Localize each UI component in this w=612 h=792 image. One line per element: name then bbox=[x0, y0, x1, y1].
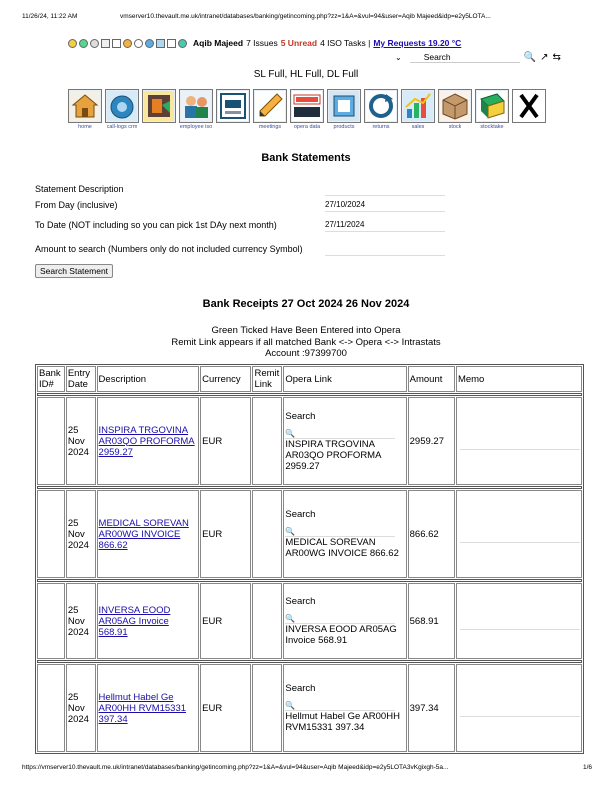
settings-icon[interactable] bbox=[90, 39, 99, 48]
description-input[interactable] bbox=[325, 182, 445, 196]
note-green-ticked: Green Ticked Have Been Entered into Opera bbox=[211, 325, 401, 336]
opera-link-cell bbox=[283, 490, 406, 578]
table-row bbox=[37, 397, 582, 485]
employees-icon[interactable] bbox=[179, 89, 213, 123]
amount-label: Amount to search (Numbers only do not included currency Symbol) bbox=[35, 243, 303, 254]
status-bar bbox=[68, 37, 588, 49]
search-row bbox=[395, 50, 595, 64]
memo-cell bbox=[456, 583, 582, 659]
entry-date-cell: 25 Nov 2024 bbox=[66, 397, 96, 485]
col-entry-date: Entry Date bbox=[66, 366, 96, 392]
calendar-icon[interactable] bbox=[101, 39, 110, 48]
returns-icon[interactable] bbox=[364, 89, 398, 123]
opera-search-label: Search bbox=[285, 596, 316, 607]
table-row bbox=[37, 664, 582, 752]
toolbar-returns[interactable] bbox=[364, 89, 398, 130]
iso-tasks[interactable]: 4 ISO Tasks | bbox=[320, 38, 371, 48]
opera-link-cell bbox=[283, 397, 406, 485]
receipts-title: Bank Receipts 27 Oct 2024 26 Nov 2024 bbox=[202, 298, 410, 310]
chart-icon[interactable] bbox=[156, 39, 165, 48]
opera-match-text: Hellmut Habel Ge AR00HH RVM15331 397.34 bbox=[285, 711, 400, 733]
entry-date-cell: 25 Nov 2024 bbox=[66, 583, 96, 659]
search-icon[interactable]: 🔍 bbox=[285, 614, 296, 623]
refresh-icon[interactable] bbox=[79, 39, 88, 48]
user-icon[interactable] bbox=[178, 39, 187, 48]
entry-date-cell: 25 Nov 2024 bbox=[66, 490, 96, 578]
opera-link-cell bbox=[283, 583, 406, 659]
transfer-icon[interactable]: ⇆ bbox=[552, 51, 561, 63]
bank-id-cell bbox=[37, 664, 65, 752]
remit-link-cell bbox=[252, 490, 282, 578]
toolbar-stock[interactable] bbox=[438, 89, 472, 130]
opera-search-label: Search bbox=[285, 410, 316, 422]
unread-count[interactable]: 5 Unread bbox=[280, 38, 318, 48]
table-row bbox=[37, 490, 582, 578]
my-requests-link[interactable]: My Requests 19.20 °C bbox=[373, 38, 462, 48]
opera-search-input[interactable] bbox=[285, 526, 395, 537]
search-icon[interactable]: 🔍 bbox=[285, 428, 296, 438]
table-header bbox=[37, 366, 582, 392]
amount-cell: 2959.27 bbox=[408, 397, 455, 485]
toolbar-meetings[interactable] bbox=[253, 89, 287, 130]
pencil-icon[interactable] bbox=[253, 89, 287, 123]
opera-search-input[interactable] bbox=[285, 613, 395, 624]
external-link-icon[interactable]: ↗ bbox=[540, 51, 549, 63]
currency-cell: EUR bbox=[200, 664, 251, 752]
col-description: Description bbox=[97, 366, 200, 392]
copy-icon[interactable] bbox=[112, 39, 121, 48]
toolbar-home[interactable] bbox=[68, 89, 102, 130]
from-day-label: From Day (inclusive) bbox=[35, 199, 118, 210]
opera-logo-icon[interactable] bbox=[327, 89, 361, 123]
user-name: Aqib Majeed bbox=[193, 38, 244, 48]
opera-search-input[interactable] bbox=[285, 428, 395, 439]
to-date-input[interactable]: 27/11/2024 bbox=[325, 218, 445, 232]
print-footer bbox=[22, 764, 592, 774]
col-remit-link: Remit Link bbox=[252, 366, 282, 392]
memo-input[interactable] bbox=[460, 525, 580, 543]
opera-match-text: INSPIRA TRGOVINA AR03QO PROFORMA 2959.27 bbox=[285, 438, 381, 472]
description-link[interactable]: Hellmut Habel Ge AR00HH RVM15331 397.34 bbox=[98, 691, 187, 725]
toolbar-call-logs[interactable] bbox=[105, 89, 139, 130]
opera-search-label: Search bbox=[285, 509, 316, 520]
opera-link-cell bbox=[283, 664, 406, 752]
account-number: Account :97399700 bbox=[265, 348, 347, 359]
page-number: 1/6 bbox=[582, 764, 592, 771]
fire-exit-icon[interactable] bbox=[142, 89, 176, 123]
sales-icon[interactable] bbox=[401, 89, 435, 123]
clock-icon[interactable] bbox=[134, 39, 143, 48]
remit-link-cell bbox=[252, 397, 282, 485]
toolbar-fire-exit[interactable] bbox=[142, 89, 176, 130]
status-icons bbox=[68, 39, 187, 48]
memo-cell bbox=[456, 490, 582, 578]
description-link[interactable]: MEDICAL SOREVAN AR00WG INVOICE 866.62 bbox=[98, 517, 189, 551]
star-icon[interactable] bbox=[68, 39, 77, 48]
entry-date-cell: 25 Nov 2024 bbox=[66, 664, 96, 752]
ledger-status: SL Full, HL Full, DL Full bbox=[253, 69, 359, 80]
col-memo: Memo bbox=[456, 366, 582, 392]
receipts-table bbox=[35, 364, 584, 754]
toolbar-label: employee iso bbox=[179, 124, 213, 130]
close-x-icon[interactable] bbox=[512, 89, 546, 123]
col-amount: Amount bbox=[408, 366, 455, 392]
bank-id-cell bbox=[37, 490, 65, 578]
amount-cell: 568.91 bbox=[408, 583, 455, 659]
memo-cell bbox=[456, 397, 582, 485]
description-cell bbox=[97, 664, 200, 752]
iso-certificate-icon[interactable] bbox=[216, 89, 250, 123]
opera-match-text: MEDICAL SOREVAN AR00WG INVOICE 866.62 bbox=[285, 537, 399, 559]
to-date-label: To Date (NOT including so you can pick 1st DAy next month) bbox=[35, 219, 277, 230]
toolbar-label: meetings bbox=[258, 124, 282, 130]
search-icon[interactable]: 🔍 bbox=[523, 51, 537, 63]
search-statement-button[interactable]: Search Statement bbox=[35, 264, 113, 278]
toolbar-label: returns bbox=[372, 124, 390, 130]
main-toolbar bbox=[68, 89, 582, 130]
help-icon[interactable] bbox=[123, 39, 132, 48]
amount-input[interactable] bbox=[325, 242, 445, 256]
toolbar-close[interactable] bbox=[512, 89, 546, 130]
remit-link-cell bbox=[252, 664, 282, 752]
toolbar-products[interactable] bbox=[327, 89, 361, 130]
memo-input[interactable] bbox=[460, 432, 580, 450]
description-link[interactable]: INSPIRA TRGOVINA AR03QO PROFORMA 2959.27 bbox=[98, 424, 195, 458]
books-icon[interactable] bbox=[475, 89, 509, 123]
description-label: Statement Description bbox=[35, 183, 124, 194]
memo-cell bbox=[456, 664, 582, 752]
opera-data-icon[interactable] bbox=[290, 89, 324, 123]
description-cell bbox=[97, 397, 200, 485]
chevron-down-icon[interactable]: ⌄ bbox=[395, 52, 402, 62]
receipt-notes bbox=[0, 325, 612, 360]
remit-link-cell bbox=[252, 583, 282, 659]
toolbar-employee[interactable] bbox=[179, 89, 213, 130]
toolbar-label: home bbox=[78, 124, 92, 130]
amount-cell: 397.34 bbox=[408, 664, 455, 752]
opera-match-text: INVERSA EOOD AR05AG Invoice 568.91 bbox=[285, 624, 397, 646]
col-bank-id: Bank ID# bbox=[37, 366, 65, 392]
search-icon[interactable]: 🔍 bbox=[285, 701, 296, 710]
print-timestamp: 11/26/24, 11:22 AM bbox=[22, 13, 78, 20]
statement-form bbox=[35, 181, 455, 278]
memo-input[interactable] bbox=[460, 699, 580, 717]
home-icon[interactable] bbox=[68, 89, 102, 123]
toolbar-label: opera data bbox=[293, 124, 321, 130]
toolbar-iso[interactable] bbox=[216, 89, 250, 130]
memo-input[interactable] bbox=[460, 612, 580, 630]
note-remit-link: Remit Link appears if all matched Bank <-> Opera <-> Intrastats bbox=[171, 336, 441, 348]
print-url: vmserver10.thevault.me.uk/intranet/databases/banking/getincoming.php?zz=1&A=&vul=94&user=Aqib Majeed&idp=e2y5LOTA... bbox=[120, 13, 491, 20]
col-opera-link: Opera Link bbox=[283, 366, 406, 392]
from-day-input[interactable]: 27/10/2024 bbox=[325, 198, 445, 212]
print-header bbox=[22, 13, 592, 23]
search-input[interactable]: Search bbox=[410, 51, 520, 63]
stock-box-icon[interactable] bbox=[438, 89, 472, 123]
telephone-icon[interactable] bbox=[105, 89, 139, 123]
description-cell bbox=[97, 583, 200, 659]
globe-icon[interactable] bbox=[145, 39, 154, 48]
toolbar-label: call-logs crm bbox=[106, 124, 138, 130]
opera-search-label: Search bbox=[285, 683, 316, 694]
search-icon[interactable]: 🔍 bbox=[285, 527, 296, 536]
toolbar-stocktake[interactable] bbox=[475, 89, 509, 130]
toolbar-label: stocktake bbox=[480, 124, 504, 130]
page-title: Bank Statements bbox=[261, 152, 351, 164]
issues-count[interactable]: 7 Issues bbox=[246, 38, 278, 48]
currency-cell: EUR bbox=[200, 397, 251, 485]
toolbar-label: products bbox=[333, 124, 355, 130]
toolbar-label: stock bbox=[448, 124, 462, 130]
amount-cell: 866.62 bbox=[408, 490, 455, 578]
description-link[interactable]: INVERSA EOOD AR05AG Invoice 568.91 bbox=[98, 604, 171, 638]
table-row bbox=[37, 583, 582, 659]
bank-id-cell bbox=[37, 397, 65, 485]
currency-cell: EUR bbox=[200, 490, 251, 578]
toolbar-opera-data[interactable] bbox=[290, 89, 324, 130]
col-currency: Currency bbox=[200, 366, 251, 392]
description-cell bbox=[97, 490, 200, 578]
opera-search-input[interactable] bbox=[285, 700, 395, 711]
print-footer-url: https://vmserver10.thevault.me.uk/intranet/databases/banking/getincoming.php?zz=1&A=&vul=94&user=Aqib Majeed&idp=e2y5LOTA3vKgixgh-5a... bbox=[22, 764, 449, 771]
bank-id-cell bbox=[37, 583, 65, 659]
toolbar-label: sales bbox=[411, 124, 425, 130]
toolbar-sales[interactable] bbox=[401, 89, 435, 130]
currency-cell: EUR bbox=[200, 583, 251, 659]
mail-icon[interactable] bbox=[167, 39, 176, 48]
